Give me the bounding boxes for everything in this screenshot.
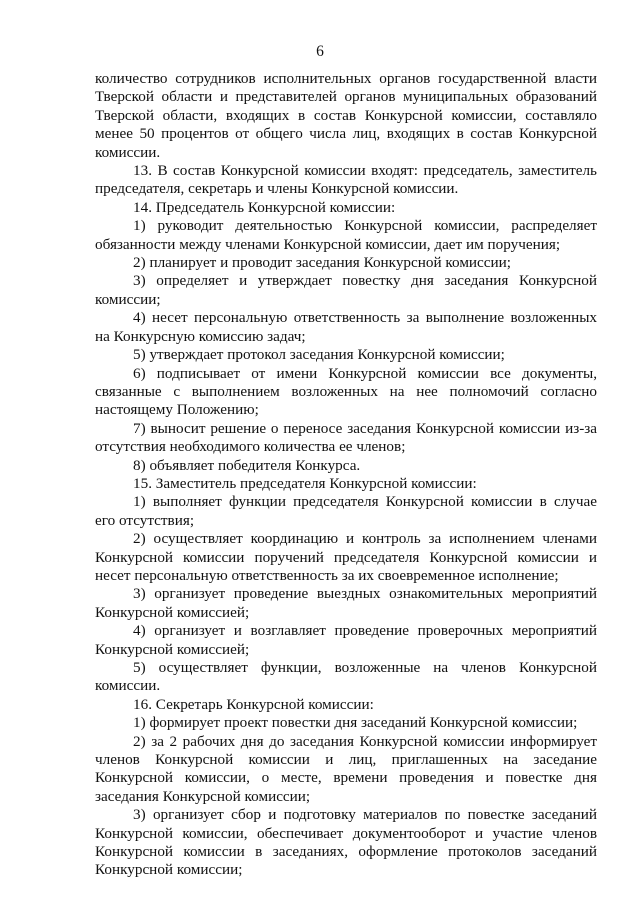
list-item: 5) утверждает протокол заседания Конкурсной комиссии;: [133, 346, 505, 364]
list-item: 3) организует сбор и подготовку материалов по повестке заседаний Конкурсной комиссии, обеспечивает документооборот и участие членов Конкурсной комиссии в заседаниях, оформление протоколов заседаний Конкурсной комиссии;: [95, 806, 597, 879]
list-item: 7) выносит решение о переносе заседания Конкурсной комиссии из-за отсутствия необходимого количества ее членов;: [95, 419, 597, 456]
section-heading: 15. Заместитель председателя Конкурсной комиссии:: [133, 474, 477, 492]
list-item: 4) организует и возглавляет проведение проверочных мероприятий Конкурсной комиссией;: [95, 622, 597, 658]
list-item: 5) осуществляет функции, возложенные на членов Конкурсной комиссии.: [95, 659, 597, 695]
list-item: 2) за 2 рабочих дня до заседания Конкурсной комиссии информирует членов Конкурсной комиссии и лиц, приглашенных на заседание Конкурсной комиссии, о месте, времени проведения и повестке дня заседания Конкурсной комиссии;: [95, 732, 597, 805]
section-heading: 14. Председатель Конкурсной комиссии:: [133, 198, 396, 216]
list-item: 1) формирует проект повестки дня заседаний Конкурсной комиссии;: [133, 714, 578, 732]
list-item: 8) объявляет победителя Конкурса.: [133, 456, 361, 474]
list-item: 6) подписывает от имени Конкурсной комиссии все документы, связанные с выполнением возложенных на нее полномочий согласно настоящему Положению;: [95, 364, 597, 419]
list-item: 3) определяет и утверждает повестку дня заседания Конкурсной комиссии;: [95, 272, 597, 308]
document-body: [95, 70, 597, 880]
list-item: 1) руководит деятельностью Конкурсной комиссии, распределяет обязанности между членами Конкурсной комиссии, дает им поручения;: [95, 217, 597, 253]
page-number: 6: [316, 43, 324, 60]
paragraph: количество сотрудников исполнительных органов государственной власти Тверской области и представителей органов муниципальных образований Тверской области, входящих в состав Конкурсной комиссии, составляло менее 50 процентов от общего числа лиц, входящих в состав Конкурсной комиссии.: [95, 70, 597, 161]
list-item: 2) осуществляет координацию и контроль за исполнением членами Конкурсной комиссии поручений председателя Конкурсной комиссии и несет персональную ответственность за их своевременное исполнение;: [95, 530, 597, 584]
list-item: 4) несет персональную ответственность за выполнение возложенных на Конкурсную комиссию задач;: [95, 309, 597, 345]
paragraph: 13. В состав Конкурсной комиссии входят: председатель, заместитель председателя, секретарь и члены Конкурсной комиссии.: [95, 162, 597, 198]
list-item: 2) планирует и проводит заседания Конкурсной комиссии;: [133, 254, 512, 272]
list-item: 1) выполняет функции председателя Конкурсной комиссии в случае его отсутствия;: [95, 493, 597, 529]
list-item: 3) организует проведение выездных ознакомительных мероприятий Конкурсной комиссией;: [95, 585, 597, 621]
section-heading: 16. Секретарь Конкурсной комиссии:: [133, 695, 374, 713]
